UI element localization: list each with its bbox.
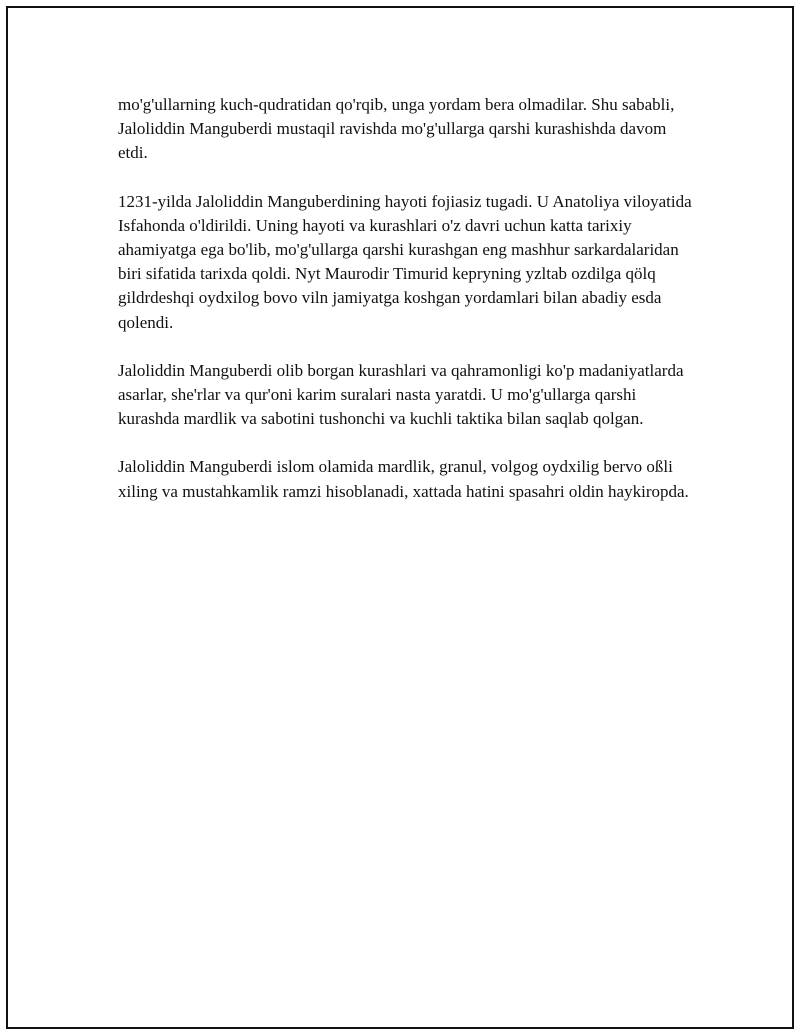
paragraph-1: mo'g'ullarning kuch-qudratidan qo'rqib, unga yordam bera olmadilar. Shu sababli, Jaloliddin Manguberdi mustaqil ravishda mo'g'ullarga qarshi kurashishda davom etdi. [118,95,675,163]
paragraph-2: 1231-yilda Jaloliddin Manguberdining hayoti fojiasiz tugadi. U Anatoliya viloyatida Isfahonda o'ldirildi. Uning hayoti va kurashlari o'z davri uchun katta tarixiy ahamiyatga ega bo'lib, mo'g'ullarga qarshi kurashgan eng mashhur sarkardalaridan biri sifatida tarixda qoldi. Nyt Maurodir Timurid kepryning yzltab ozdilga qölq gildrdeshqi oydxilog bovo viln jamiyatga koshgan yordamlari bilan abadiy esda qolendi. [118,191,692,332]
paragraph-3: Jaloliddin Manguberdi olib borgan kurashlari va qahramonligi ko'p madaniyatlarda asarlar, she'rlar va qur'oni karim suralari nasta yaratdi. U mo'g'ullarga qarshi kurashda mardlik va sabotini tushonchi va kuchli taktika bilan saqlab qolgan. [118,360,684,429]
paragraph-4: Jaloliddin Manguberdi islom olamida mardlik, granul, volgog oydxilig bervo oßli xiling va mustahkamlik ramzi hisoblanadi, xattada hatini spasahri oldin haykiropda. [118,457,689,501]
document-body [118,93,698,528]
